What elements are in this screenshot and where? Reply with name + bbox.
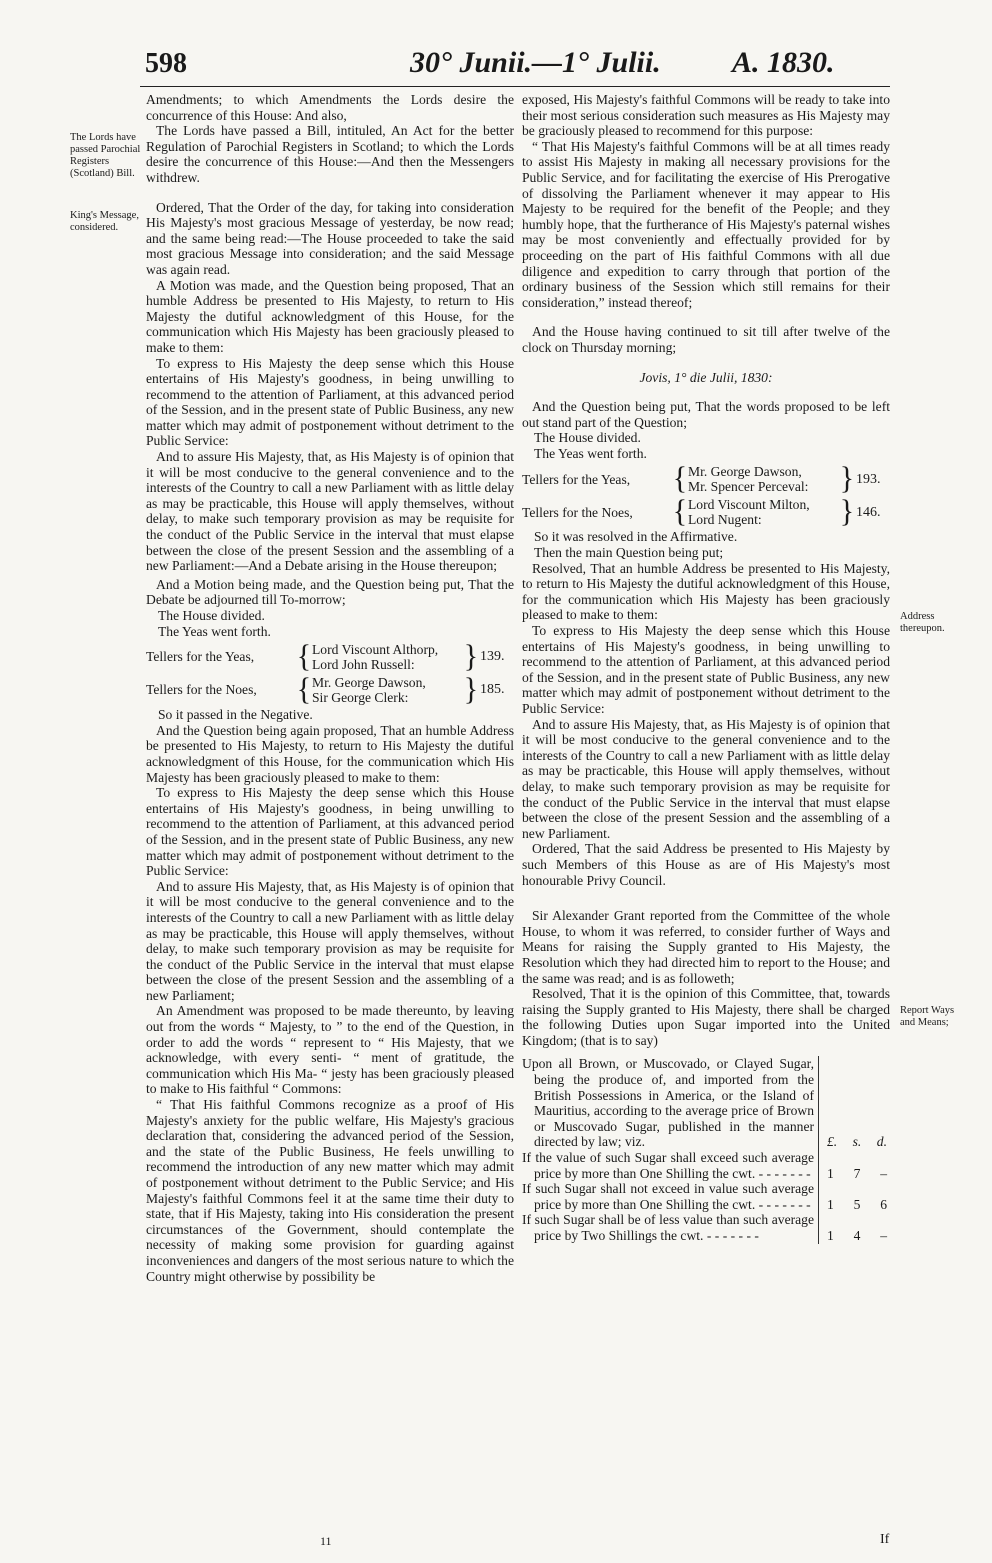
teller-name: Lord Viscount Milton, bbox=[688, 497, 810, 513]
paragraph: Resolved, That it is the opinion of this Committee, that, towards raising the Supply granted to His Majesty, there shall be charged the following Duties upon Sugar imported into the United Kingdom; (that is to say) bbox=[522, 986, 890, 1048]
tellers-count: 193. bbox=[856, 471, 881, 487]
quoted-paragraph: “ That His faithful Commons recognize as a proof of His Majesty's anxiety for the public welfare, His Majesty's gracious declaration that, considering the advanced period of the Session, and the state of the Public Business, He feels unwilling to recommend the introduction of any new matter which may admit of postponement without detriment to the Public Service; and His Majesty's faithful Commons feel it at the same time their duty to state, that if His Majesty, taking into His consideration the present circumstances of the Government, should contemplate the necessity of making some provision for guarding against inconveniences and dangers of the most serious nature to which the Country might otherwise by possibility be bbox=[146, 1097, 514, 1284]
paragraph: A Motion was made, and the Question being proposed, That an humble Address be presented to His Majesty, to return to His Majesty the dutiful acknowledgment of this House, for the communication which His Majesty has been graciously pleased to make to them: bbox=[146, 277, 514, 355]
right-column bbox=[522, 92, 890, 1244]
duty-row-text: If such Sugar shall not exceed in value such average price by more than One Shilling the cwt. - - - - - - - bbox=[522, 1181, 814, 1212]
duty-row-text: If such Sugar shall be of less value than such average price by Two Shillings the cwt. - - - - - - - bbox=[522, 1212, 814, 1243]
teller-name: Lord John Russell: bbox=[312, 657, 415, 673]
tellers-count: 139. bbox=[480, 649, 505, 665]
page-header bbox=[0, 46, 992, 86]
division-line: Then the main Question being put; bbox=[534, 545, 724, 561]
duty-amount: 1 7 – bbox=[827, 1165, 887, 1181]
division-line: The House divided. bbox=[534, 430, 641, 446]
header-rule bbox=[140, 86, 890, 87]
brace: } bbox=[839, 494, 855, 530]
brace: } bbox=[463, 639, 479, 674]
tellers-noes bbox=[522, 494, 890, 530]
tellers-count: 146. bbox=[856, 504, 881, 520]
teller-name: Mr. George Dawson, bbox=[312, 675, 426, 691]
duty-amount: 1 5 6 bbox=[827, 1196, 887, 1212]
paragraph: And a Motion being made, and the Question being put, That the Debate be adjourned till To-morrow; bbox=[146, 576, 514, 608]
paragraph: And the Question being again proposed, That an humble Address be presented to His Majesty, to return to His Majesty the dutiful acknowledgment of this House, for the communication which His Majesty has been graciously pleased to make to them: bbox=[146, 722, 514, 785]
teller-name: Lord Viscount Althorp, bbox=[312, 642, 439, 658]
tellers-label: Tellers for the Yeas, bbox=[146, 649, 255, 665]
tellers-yeas bbox=[522, 461, 890, 497]
paragraph: And the House having continued to sit till after twelve of the clock on Thursday morning; bbox=[522, 324, 890, 355]
paragraph: Resolved, That an humble Address be presented to His Majesty, to return to His Majesty the dutiful acknowledgment of this House, for the communication which His Majesty has been graciously pleased to make to them: bbox=[522, 560, 890, 623]
paragraph: Sir Alexander Grant reported from the Committee of the whole House, to whom it was referred, to consider further of Ways and Means for raising the Supply granted to His Majesty, the Resolution which they had directed him to report to the House; and the same was read; and is as followeth; bbox=[522, 908, 890, 986]
currency-header: £. s. d. bbox=[827, 1134, 887, 1150]
page-date: 30° Junii.—1° Julii. bbox=[410, 46, 661, 79]
brace: } bbox=[839, 461, 855, 497]
paragraph: To express to His Majesty the deep sense which this House entertains of His Majesty's goodness, in being unwilling to recommend to the attention of Parliament, at this advanced period of the Session, and in the present state of Public Business, any new matter which may admit of postponement without detriment to the Public Service: bbox=[522, 623, 890, 716]
margin-note-report: Report Ways and Means; bbox=[900, 1005, 955, 1028]
date-heading: Jovis, 1° die Julii, 1830: bbox=[639, 369, 773, 385]
teller-name: Mr. George Dawson, bbox=[688, 464, 802, 480]
paragraph: And to assure His Majesty, that, as His Majesty is of opinion that it will be most conducive to the general convenience and to the interests of the Country to call a new Parliament with as little delay as may be practicable, this House will apply themselves, without delay, to make such temporary provision as may be requisite for the conduct of the Public Service in the interval that must elapse between the close of the present Session and the assembling of a new Parliament; bbox=[146, 878, 514, 1003]
paragraph: The Lords have passed a Bill, intituled, An Act for the better Regulation of Parochial Registers in Scotland; to which the Lords desire the concurrence of this House:—And then the Messengers withdrew. bbox=[146, 123, 514, 185]
quoted-paragraph: “ That His Majesty's faithful Commons will be at all times ready to assist His Majesty in making all necessary provisions for the Public Service, and for facilitating the exercise of His Prerogative of dissolving the Parliament whenever it may appear to His Majesty to be required for the benefit of the People; and they humbly hope, that the furtherance of His Majesty's paternal wishes may be most conveniently and effectually provided for by proceeding on the part of His faithful Commons with all due diligence and expedition to carry through that portion of the ordinary business of the Session which still remains for their consideration,” instead thereof; bbox=[522, 138, 890, 310]
page-number: 598 bbox=[145, 48, 187, 79]
catchword: If bbox=[880, 1532, 890, 1547]
paragraph: And the Question being put, That the words proposed to be left out stand part of the Question; bbox=[522, 399, 890, 430]
paragraph: Amendments; to which Amendments the Lords desire the concurrence of this House: And also, bbox=[146, 92, 514, 123]
paragraph: To express to His Majesty the deep sense which this House entertains of His Majesty's goodness, in being unwilling to recommend to the attention of Parliament, at this advanced period of the Session, and in the present state of Public Business, any new matter which may admit of postponement without detriment to the Public Service: bbox=[146, 355, 514, 449]
division-line: The House divided. bbox=[158, 608, 265, 623]
duty-intro: Upon all Brown, or Muscovado, or Clayed Sugar, being the produce of, and imported from the British Possessions in America, or the Island of Mauritius, according to the average price of Brown or Muscovado Sugar, published in the manner directed by law; viz. bbox=[522, 1056, 814, 1150]
teller-name: Sir George Clerk: bbox=[312, 690, 409, 706]
paragraph: An Amendment was proposed to be made thereunto, by leaving out from the words “ Majesty, to ” to the end of the Question, in order to add the words “ represent to “ His Majesty, that we acknowledge, with every senti- “ ment of gratitude, the communication which His Ma- “ jesty has been graciously pleased to make to His faithful “ Commons: bbox=[146, 1003, 514, 1097]
page-year: A. 1830. bbox=[732, 46, 835, 79]
paragraph: And to assure His Majesty, that, as His Majesty is of opinion that it will be most conducive to the general convenience and to the interests of the Country to call a new Parliament with as little delay as may be practicable, this House will apply themselves, without delay, to make such temporary provision as may be requisite for the conduct of the Public Service in the interval that must elapse between the close of the present Session and the assembling of a new Parliament. bbox=[522, 716, 890, 841]
paragraph: Ordered, That the said Address be presented to His Majesty by such Members of this House as are of His Majesty's most honourable Privy Council. bbox=[522, 841, 890, 888]
teller-name: Mr. Spencer Perceval: bbox=[688, 479, 809, 495]
division-result: So it passed in the Negative. bbox=[158, 707, 313, 723]
margin-note-address: Address thereupon. bbox=[900, 611, 945, 634]
quoted-paragraph: exposed, His Majesty's faithful Commons will be ready to take into their most serious consideration such measures as His Majesty may be graciously pleased to recommend for this purpose: bbox=[522, 92, 890, 139]
sugar-duty-table bbox=[522, 1056, 890, 1243]
paragraph: And to assure His Majesty, that, as His Majesty is of opinion that it will be most conducive to the general convenience and to the interests of the Country to call a new Parliament with as little delay as may be practicable, this House will apply themselves, without delay, to make such temporary provision as may be requisite for the conduct of the Public Service in the interval that must elapse between the close of the present Session and the assembling of a new Parliament:—And a Debate arising in the House thereupon; bbox=[146, 449, 514, 574]
division-result: So it was resolved in the Affirmative. bbox=[534, 529, 738, 545]
brace: { bbox=[672, 494, 688, 530]
division-line: The Yeas went forth. bbox=[534, 445, 647, 461]
tellers-label: Tellers for the Yeas, bbox=[522, 471, 631, 487]
margin-note-kings-message: King's Message, considered. bbox=[70, 210, 139, 233]
teller-name: Lord Nugent: bbox=[688, 512, 762, 528]
signature-mark: 11 bbox=[320, 1534, 332, 1548]
tellers-noes bbox=[146, 672, 514, 707]
tellers-label: Tellers for the Noes, bbox=[522, 504, 633, 520]
left-column bbox=[146, 92, 514, 1284]
paragraph: Ordered, That the Order of the day, for taking into consideration His Majesty's most gracious Message of yesterday, be now read; and the same being read:—The House proceeded to take the said most gracious Message into consideration; and the said Message was again read. bbox=[146, 199, 514, 277]
tellers-count: 185. bbox=[480, 682, 505, 698]
brace: { bbox=[672, 461, 688, 497]
duty-amount: 1 4 – bbox=[827, 1228, 887, 1243]
tellers-label: Tellers for the Noes, bbox=[146, 682, 257, 698]
tellers-yeas bbox=[146, 639, 514, 674]
brace: { bbox=[296, 672, 312, 707]
paragraph: To express to His Majesty the deep sense which this House entertains of His Majesty's goodness, in being unwilling to recommend to the attention of Parliament, at this advanced period of the Session, and in the present state of Public Business, any new matter which may admit of postponement without detriment to the Public Service: bbox=[146, 785, 514, 879]
duty-row-text: If the value of such Sugar shall exceed such average price by more than One Shilling the cwt. - - - - - - - bbox=[522, 1150, 814, 1181]
brace: } bbox=[463, 672, 479, 707]
division-line: The Yeas went forth. bbox=[158, 623, 271, 639]
brace: { bbox=[296, 639, 312, 674]
margin-note-parochial: The Lords have passed Parochial Registers (Scotland) Bill. bbox=[70, 132, 141, 179]
